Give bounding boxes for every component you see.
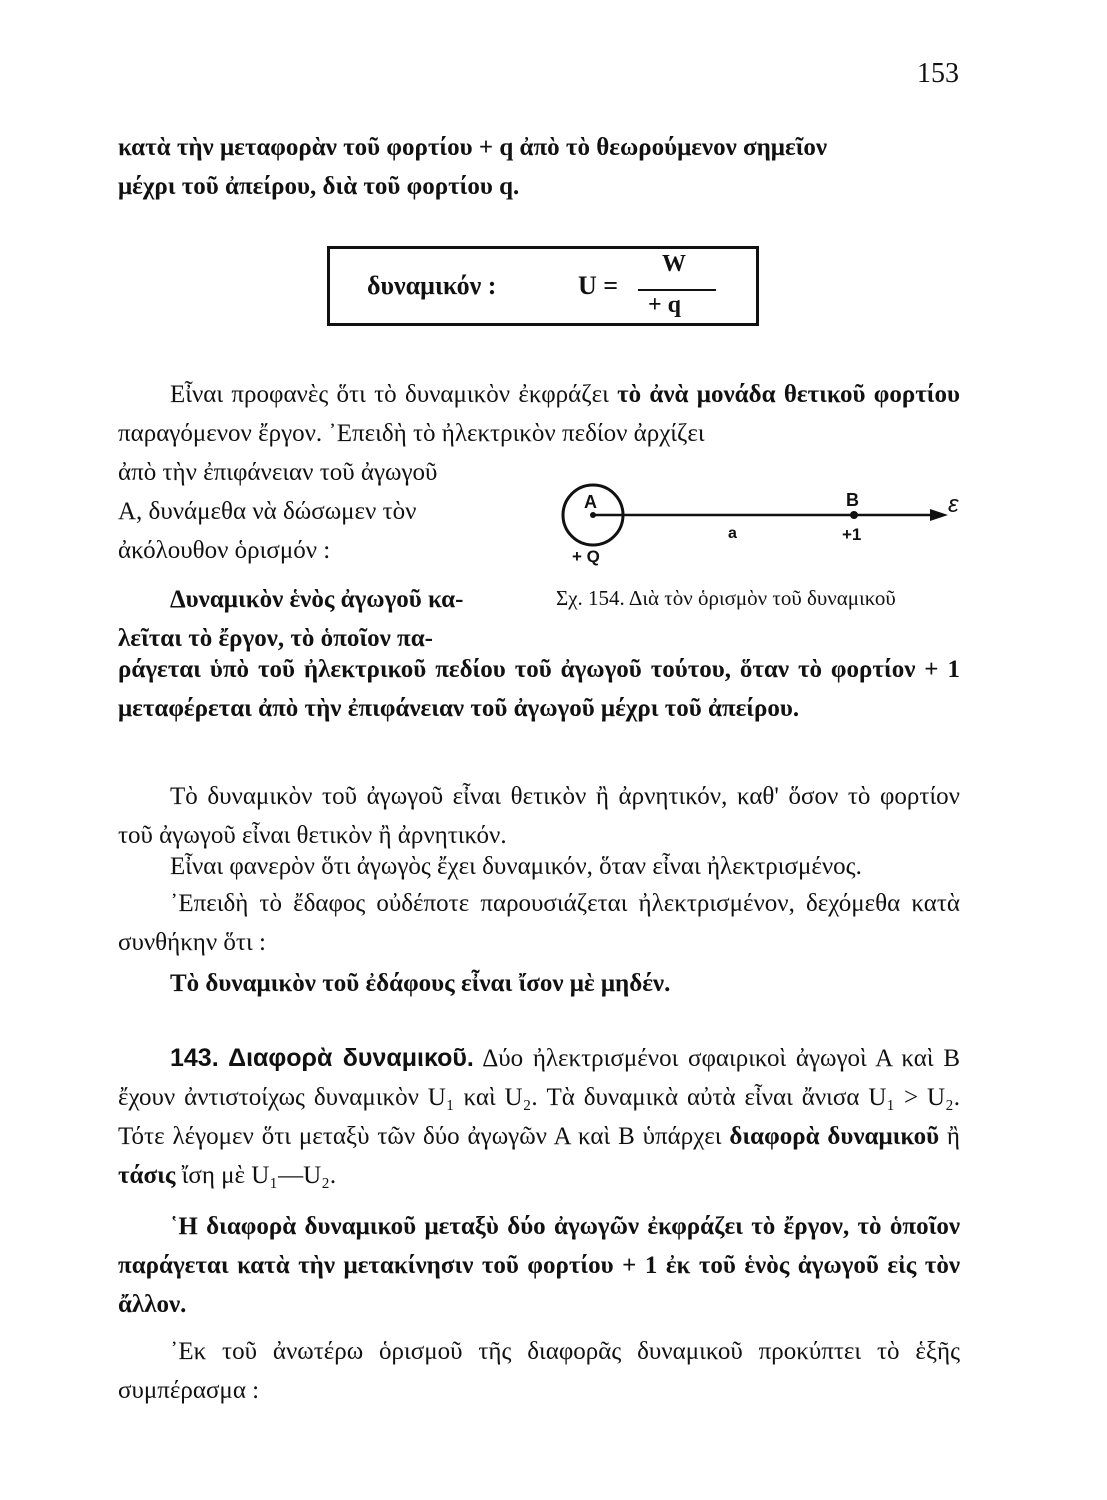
page-number: 153 — [917, 58, 959, 89]
formula-label: δυναμικόν : — [367, 271, 497, 300]
para1-text-b: παραγόμενον ἔργον. ᾿Επειδὴ τὸ ἠλεκτρικὸν πεδίον ἀρχίζει — [118, 420, 705, 447]
label-charge-q: + Q — [572, 547, 600, 566]
section-heading: 143. Διαφορὰ δυναμικοῦ. — [170, 1044, 474, 1072]
potential-formula-box — [327, 246, 759, 326]
paragraph-wrap — [118, 453, 518, 570]
label-plus-one: +1 — [842, 525, 862, 544]
section-bold-difference: διαφορὰ δυναμικοῦ — [729, 1123, 940, 1150]
intro-line-2: μέχρι τοῦ ἀπείρου, διὰ τοῦ φορτίου q. — [118, 173, 520, 200]
point-b-dot — [850, 511, 858, 519]
section-text-a: Δύο ἠλεκτρισμένοι σφαιρικοὶ ἀγωγοὶ Α καὶ Β ἔχουν ἀντιστοίχως δυναμικὸν U₁ καὶ U₂. Τὰ δυναμικὰ αὐτὰ εἶναι ἄνισα U₁ > U₂. Τότε λέγομεν ὅτι μεταξὺ τῶν δύο ἀγωγῶν Α καὶ Β ὑπάρχει — [118, 1045, 961, 1150]
figure-caption: Σχ. 154. Διὰ τὸν ὁρισμὸν τοῦ δυναμικοῦ — [556, 586, 896, 610]
wrap-line-3: ἀκόλουθον ὁρισμόν : — [118, 537, 331, 564]
wrap-line-1: ἀπὸ τὴν ἐπιφάνειαν τοῦ ἀγωγοῦ — [118, 459, 438, 486]
formula-numerator: W — [662, 251, 686, 277]
paragraph-sign: Τὸ δυναμικὸν τοῦ ἀγωγοῦ εἶναι θετικὸν ἢ ἀρνητικόν, καθ' ὅσον τὸ φορτίον τοῦ ἀγωγοῦ εἶναι θετικὸν ἢ ἀρνητικόν. — [118, 783, 960, 849]
formula-denominator: + q — [648, 292, 682, 318]
theorem-paragraph: ῾Η διαφορὰ δυναμικοῦ μεταξὺ δύο ἀγωγῶν ἐκφράζει τὸ ἔργον, τὸ ὁποῖον παράγεται κατὰ τὴν μετακίνησιν τοῦ φορτίου + 1 ἐκ τοῦ ἑνὸς ἀγωγοῦ εἰς τὸν ἄλλον. — [118, 1213, 960, 1318]
label-epsilon: ε — [948, 491, 959, 518]
section-143 — [118, 1039, 960, 1195]
paragraph-ground: ᾿Επειδὴ τὸ ἔδαφος οὐδέποτε παρουσιάζεται ἠλεκτρισμένον, δεχόμεθα κατὰ συνθήκην ὅτι : — [118, 890, 960, 956]
section-text-c: ἢ — [939, 1123, 960, 1150]
ground-rule: Τὸ δυναμικὸν τοῦ ἐδάφους εἶναι ἴσον μὲ μηδέν. — [170, 970, 671, 997]
paragraph-potential-meaning — [118, 375, 960, 453]
section-text-e: ἴση μὲ U₁—U₂. — [175, 1162, 337, 1189]
definition-line-2: λεῖται τὸ ἔργον, τὸ ὁποῖον πα- — [118, 625, 434, 652]
intro-paragraph — [118, 128, 960, 206]
paragraph-electrified: Εἶναι φανερὸν ὅτι ἀγωγὸς ἔχει δυναμικόν, ὅταν εἶναι ἠλεκτρισμένος. — [170, 853, 862, 880]
label-a: Α — [584, 492, 597, 512]
intro-line-1: κατὰ τὴν μεταφορὰν τοῦ φορτίου + q ἀπὸ τὸ θεωρούμενον σημεῖον — [118, 134, 828, 161]
section-bold-tension: τάσις — [118, 1162, 176, 1189]
definition-rest: ράγεται ὑπὸ τοῦ ἠλεκτρικοῦ πεδίου τοῦ ἀγωγοῦ τούτου, ὅταν τὸ φορτίον + 1 μεταφέρεται ἀπὸ τὴν ἐπιφάνειαν τοῦ ἀγωγοῦ μέχρι τοῦ ἀπείρου. — [118, 656, 960, 722]
arrow-head-icon — [930, 509, 948, 521]
definition-line-1: Δυναμικὸν ἑνὸς ἀγωγοῦ κα- — [170, 586, 464, 613]
label-a-small: a — [728, 525, 737, 542]
closing-paragraph: ᾿Εκ τοῦ ἀνωτέρω ὁρισμοῦ τῆς διαφορᾶς δυναμικοῦ προκύπτει τὸ ἑξῆς συμπέρασμα : — [118, 1338, 960, 1404]
formula-lhs: U = — [578, 271, 619, 300]
wrap-line-2: Α, δυνάμεθα νὰ δώσωμεν τὸν — [118, 498, 417, 525]
para1-text-a: Εἶναι προφανὲς ὅτι τὸ δυναμικὸν ἐκφράζει — [170, 381, 618, 408]
figure-154-diagram — [548, 480, 968, 590]
fraction-bar — [638, 289, 716, 291]
label-b: Β — [846, 490, 859, 510]
para1-bold-term: τὸ ἀνὰ μονάδα θετικοῦ φορτίου — [617, 381, 960, 408]
